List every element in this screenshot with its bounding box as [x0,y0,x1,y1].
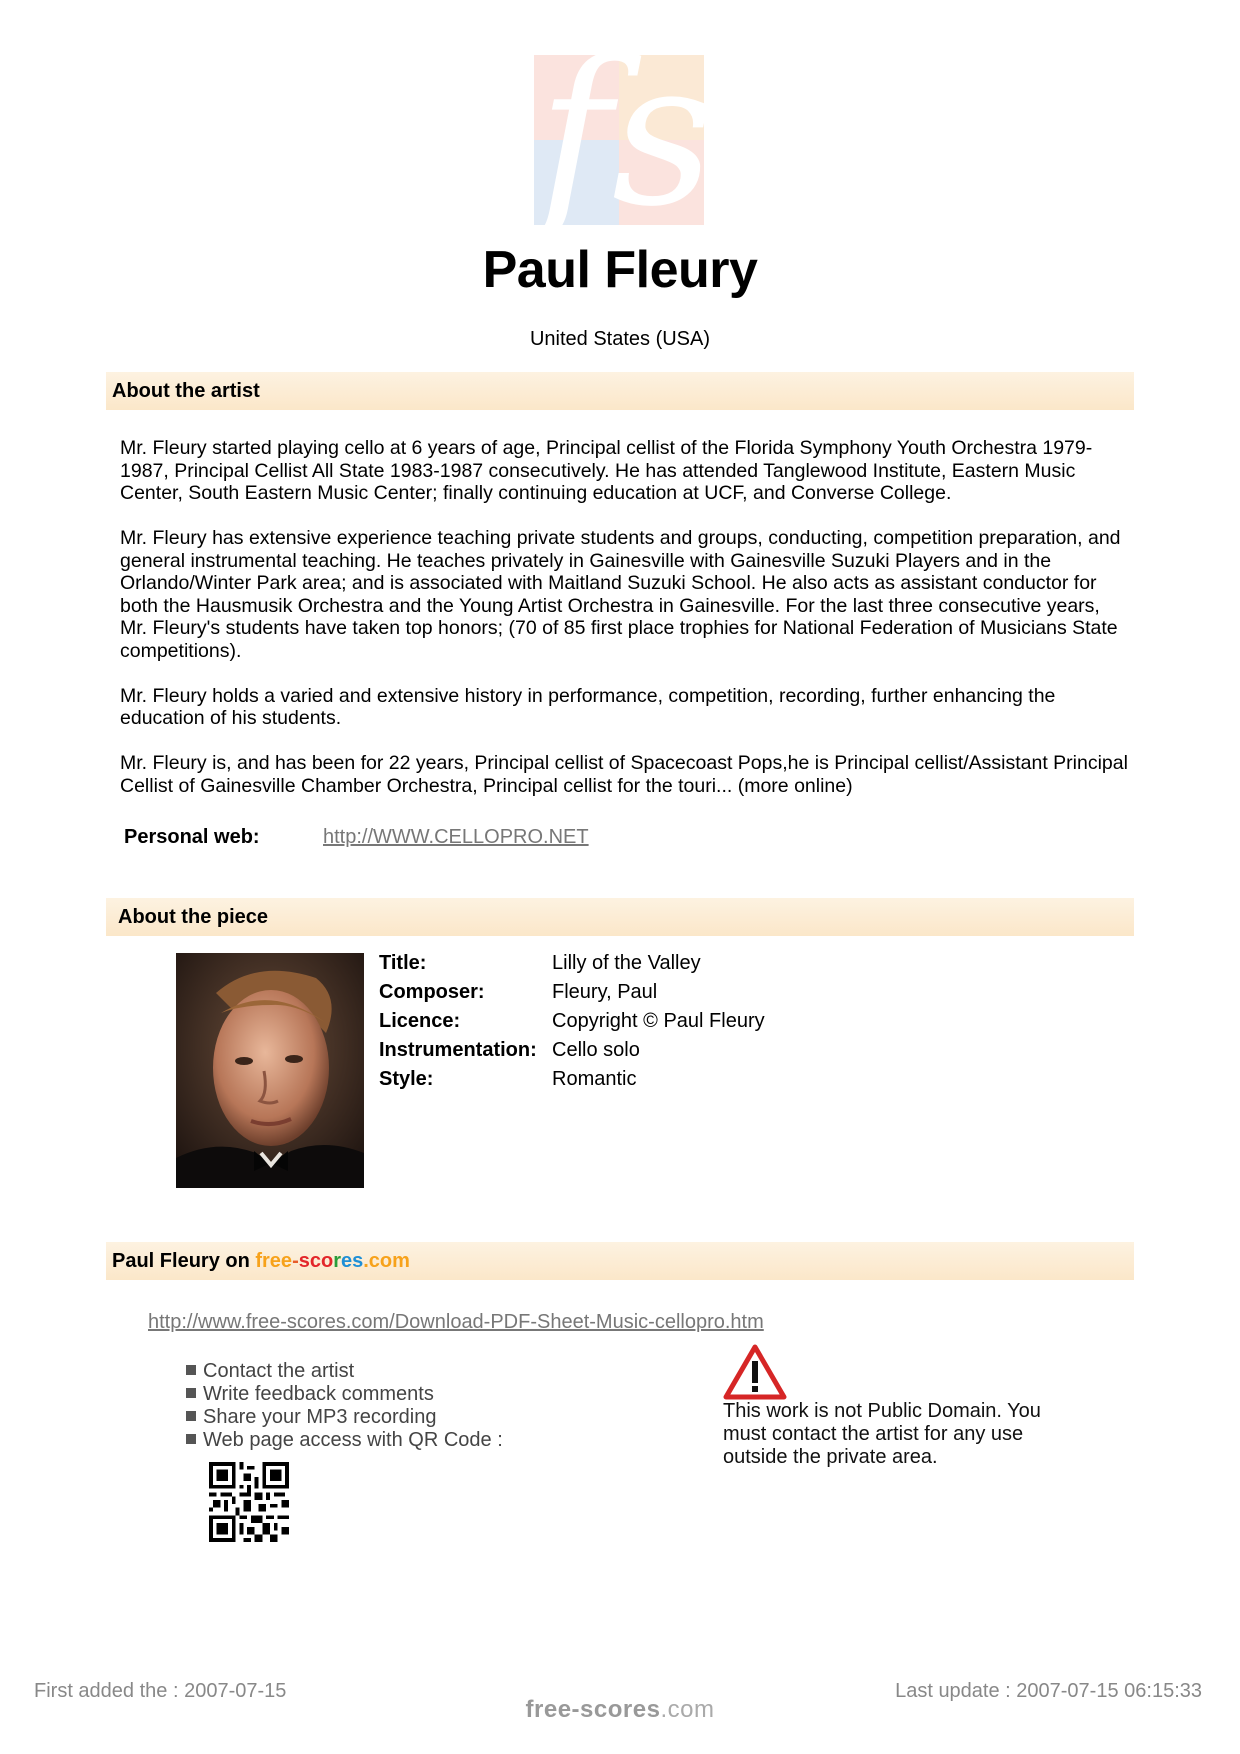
bullet-square-icon [186,1434,196,1444]
brand-part: - [292,1250,299,1272]
free-scores-page-link[interactable]: http://www.free-scores.com/Download-PDF-Sheet-Music-cellopro.htm [148,1311,764,1333]
svg-text:fs: fs [537,55,704,225]
artist-country: United States (USA) [529,328,711,350]
bio-paragraph: Mr. Fleury is, and has been for 22 years, Principal cellist of Spacecoast Pops,he is Principal cellist/Assistant Principal Cellist of Gainesville Chamber Orchestra, Principal cellist for the touri... (more online) [120,752,1128,797]
artist-photo [176,953,364,1188]
warning-icon [723,1344,787,1400]
bio-paragraph: Mr. Fleury started playing cello at 6 years of age, Principal cellist of the Florida Symphony Youth Orchestra 1979-1987, Principal Cellist All State 1983-1987 consecutively. He has attended Tanglewood Institute, Eastern Music Center, South Eastern Music Center; finally continuing education at UCF, and Converse College. [120,437,1093,504]
piece-licence-label: Licence: [379,1010,461,1032]
footer-logo-suffix: .com [660,1696,715,1723]
write-feedback-link[interactable] [186,1383,434,1406]
bio-paragraph: Mr. Fleury holds a varied and extensive history in performance, competition, recording, further enhancing the education of his students. [120,684,1056,729]
piece-title-value: Lilly of the Valley [552,952,701,974]
piece-style-value: Romantic [552,1068,637,1090]
qr-code-icon[interactable] [209,1462,289,1542]
brand-part: sco [298,1250,334,1272]
piece-style-label: Style: [379,1068,434,1090]
artist-biography [120,437,1130,797]
piece-title-label: Title: [379,952,427,974]
first-added-date: First added the : 2007-07-15 [34,1680,287,1702]
share-mp3-link[interactable] [186,1406,436,1429]
link-label: Write feedback comments [203,1383,434,1405]
about-artist-heading [106,372,1134,410]
bullet-square-icon [186,1388,196,1398]
contact-artist-link[interactable] [186,1360,354,1383]
footer-logo [0,1696,1240,1724]
on-free-scores-heading [106,1242,1134,1280]
brand-part: free [255,1250,293,1272]
brand-part: r [333,1250,341,1272]
qr-code-access-link[interactable] [186,1429,503,1452]
piece-instrumentation-label: Instrumentation: [379,1039,537,1061]
on-free-scores-heading-prefix: Paul Fleury on [112,1250,256,1272]
about-piece-heading-text: About the piece [118,906,269,928]
link-label: Contact the artist [203,1360,355,1382]
bullet-square-icon [186,1365,196,1375]
free-scores-logo [534,55,704,225]
about-piece-heading [106,898,1134,936]
link-label: Web page access with QR Code : [203,1429,503,1451]
personal-web-label: Personal web: [124,826,260,848]
brand-part: es [341,1250,364,1272]
piece-composer-value: Fleury, Paul [552,981,658,1003]
last-update-date: Last update : 2007-07-15 06:15:33 [895,1680,1202,1702]
footer-logo-prefix: free-scores [525,1696,661,1723]
piece-instrumentation-value: Cello solo [552,1039,640,1061]
personal-web-link[interactable]: http://WWW.CELLOPRO.NET [323,826,589,848]
artist-name: Paul Fleury [482,241,758,299]
brand-part: .com [363,1250,410,1272]
piece-licence-value: Copyright © Paul Fleury [552,1010,765,1032]
bullet-square-icon [186,1411,196,1421]
about-artist-heading-text: About the artist [112,380,260,402]
copyright-warning-text: This work is not Public Domain. You must contact the artist for any use outside the private area. [723,1400,1041,1468]
piece-composer-label: Composer: [379,981,485,1003]
link-label: Share your MP3 recording [203,1406,437,1428]
bio-paragraph: Mr. Fleury has extensive experience teaching private students and groups, conducting, competition preparation, and general instrumental teaching. He teaches privately in Gainesville with Gainesville Suzuki Players and in the Orlando/Winter Park area; and is associated with Maitland Suzuki School. He also acts as assistant conductor for both the Hausmusik Orchestra and the Young Artist Orchestra in Gainesville. For the last three consecutive years, Mr. Fleury's students have taken top honors; (70 of 85 first place trophies for National Federation of Musicians State competitions). [120,527,1121,662]
